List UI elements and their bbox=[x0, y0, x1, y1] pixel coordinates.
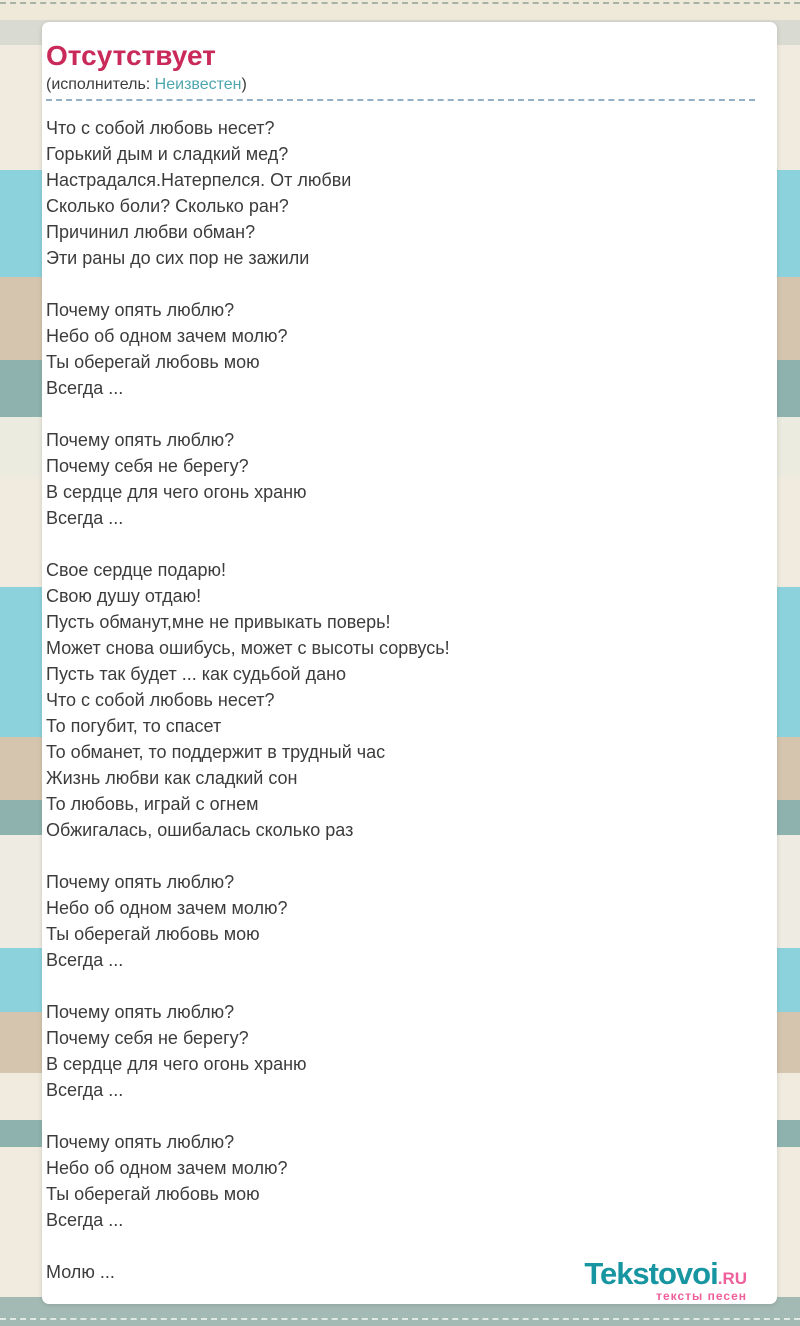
lyric-line: Ты оберегай любовь мою bbox=[46, 924, 260, 944]
lyric-line: То погубит, то спасет bbox=[46, 716, 222, 736]
lyric-line: В сердце для чего огонь храню bbox=[46, 482, 307, 502]
stanza bbox=[46, 999, 767, 1103]
site-logo-tagline: тексты песен bbox=[656, 1289, 747, 1303]
lyric-line: Небо об одном зачем молю? bbox=[46, 1158, 288, 1178]
dotted-divider bbox=[46, 99, 755, 101]
lyric-line: Почему себя не берегу? bbox=[46, 1028, 249, 1048]
lyric-line: Ты оберегай любовь мою bbox=[46, 352, 260, 372]
lyrics-text bbox=[46, 115, 767, 1285]
artist-label: (исполнитель: bbox=[46, 76, 155, 93]
stanza bbox=[46, 115, 767, 271]
artist-label-close: ) bbox=[241, 76, 247, 93]
site-logo[interactable] bbox=[584, 1258, 747, 1302]
lyric-line: Что с собой любовь несет? bbox=[46, 118, 275, 138]
lyric-line: Сколько боли? Сколько ран? bbox=[46, 196, 289, 216]
lyric-line: Всегда ... bbox=[46, 378, 124, 398]
bottom-stitch-line bbox=[0, 1318, 800, 1320]
lyric-line: Небо об одном зачем молю? bbox=[46, 326, 288, 346]
lyric-line: Ты оберегай любовь мою bbox=[46, 1184, 260, 1204]
site-logo-domain: .RU bbox=[717, 1269, 747, 1288]
lyric-line: Почему опять люблю? bbox=[46, 300, 235, 320]
lyric-line: Настрадался.Натерпелся. От любви bbox=[46, 170, 352, 190]
lyric-line: Может снова ошибусь, может с высоты сорвусь! bbox=[46, 638, 450, 658]
lyric-line: Всегда ... bbox=[46, 508, 124, 528]
lyric-line: Эти раны до сих пор не зажили bbox=[46, 248, 310, 268]
lyric-line: Что с собой любовь несет? bbox=[46, 690, 275, 710]
top-stitch-line bbox=[0, 2, 800, 4]
site-logo-wordmark: Tekstovoi bbox=[584, 1256, 718, 1291]
stanza bbox=[46, 869, 767, 973]
lyric-line: Горький дым и сладкий мед? bbox=[46, 144, 289, 164]
stanza bbox=[46, 427, 767, 531]
lyric-line: В сердце для чего огонь храню bbox=[46, 1054, 307, 1074]
lyric-line: Обжигалась, ошибалась сколько раз bbox=[46, 820, 354, 840]
lyric-line: Свою душу отдаю! bbox=[46, 586, 202, 606]
lyric-line: Молю ... bbox=[46, 1262, 115, 1282]
lyric-line: То любовь, играй с огнем bbox=[46, 794, 259, 814]
lyric-line: Всегда ... bbox=[46, 1210, 124, 1230]
lyric-line: То обманет, то поддержит в трудный час bbox=[46, 742, 386, 762]
lyric-line: Свое сердце подарю! bbox=[46, 560, 226, 580]
lyric-line: Жизнь любви как сладкий сон bbox=[46, 768, 298, 788]
stanza bbox=[46, 297, 767, 401]
lyric-line: Всегда ... bbox=[46, 1080, 124, 1100]
lyric-line: Почему опять люблю? bbox=[46, 430, 235, 450]
stanza bbox=[46, 557, 767, 843]
lyrics-card bbox=[42, 22, 777, 1304]
lyric-line: Почему опять люблю? bbox=[46, 872, 235, 892]
page-title: Отсутствует bbox=[46, 40, 216, 71]
lyric-line: Почему себя не берегу? bbox=[46, 456, 249, 476]
lyric-line: Почему опять люблю? bbox=[46, 1132, 235, 1152]
lyric-line: Небо об одном зачем молю? bbox=[46, 898, 288, 918]
artist-line bbox=[46, 75, 767, 95]
lyric-line: Пусть обманут,мне не привыкать поверь! bbox=[46, 612, 391, 632]
lyric-line: Всегда ... bbox=[46, 950, 124, 970]
lyric-line: Пусть так будет ... как судьбой дано bbox=[46, 664, 347, 684]
lyric-line: Почему опять люблю? bbox=[46, 1002, 235, 1022]
stanza bbox=[46, 1129, 767, 1233]
lyric-line: Причинил любви обман? bbox=[46, 222, 256, 242]
artist-link[interactable]: Неизвестен bbox=[154, 76, 242, 93]
